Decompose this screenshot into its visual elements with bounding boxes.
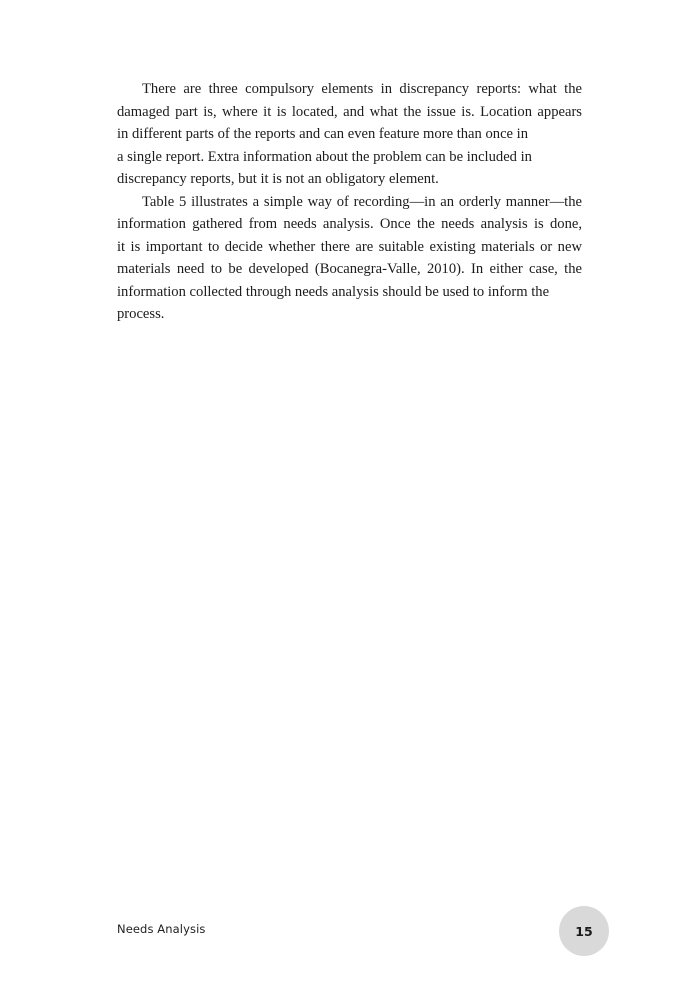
paragraph-line: Table 5 illustrates a simple way of recording—in an orderly manner—the xyxy=(142,193,582,210)
paragraph-line: information gathered from needs analysis. Once the needs analysis is done, xyxy=(117,216,582,232)
footer-running-title: Needs Analysis xyxy=(117,922,206,936)
paragraph-line: a single report. Extra information about the problem can be included in xyxy=(117,148,532,165)
paragraph-line: process. xyxy=(117,306,165,322)
page-number-badge xyxy=(559,906,609,956)
paragraph-table-5 xyxy=(117,191,582,326)
page-number: 15 xyxy=(575,923,593,939)
paragraph-line: There are three compulsory elements in discrepancy reports: what the xyxy=(142,81,582,97)
paragraph-line: discrepancy reports, but it is not an obligatory element. xyxy=(117,171,439,187)
paragraph-discrepancy-elements xyxy=(117,78,582,191)
paragraph-line: it is important to decide whether there are suitable existing materials or new xyxy=(117,238,582,255)
body-text xyxy=(117,78,582,326)
paragraph-line: information collected through needs analysis should be used to inform the xyxy=(117,283,550,300)
paragraph-line: damaged part is, where it is located, and what the issue is. Location appears xyxy=(117,103,582,120)
paragraph-line: materials need to be developed (Bocanegra-Valle, 2010). In either case, the xyxy=(117,261,582,277)
paragraph-line: in different parts of the reports and can even feature more than once in xyxy=(117,126,529,142)
